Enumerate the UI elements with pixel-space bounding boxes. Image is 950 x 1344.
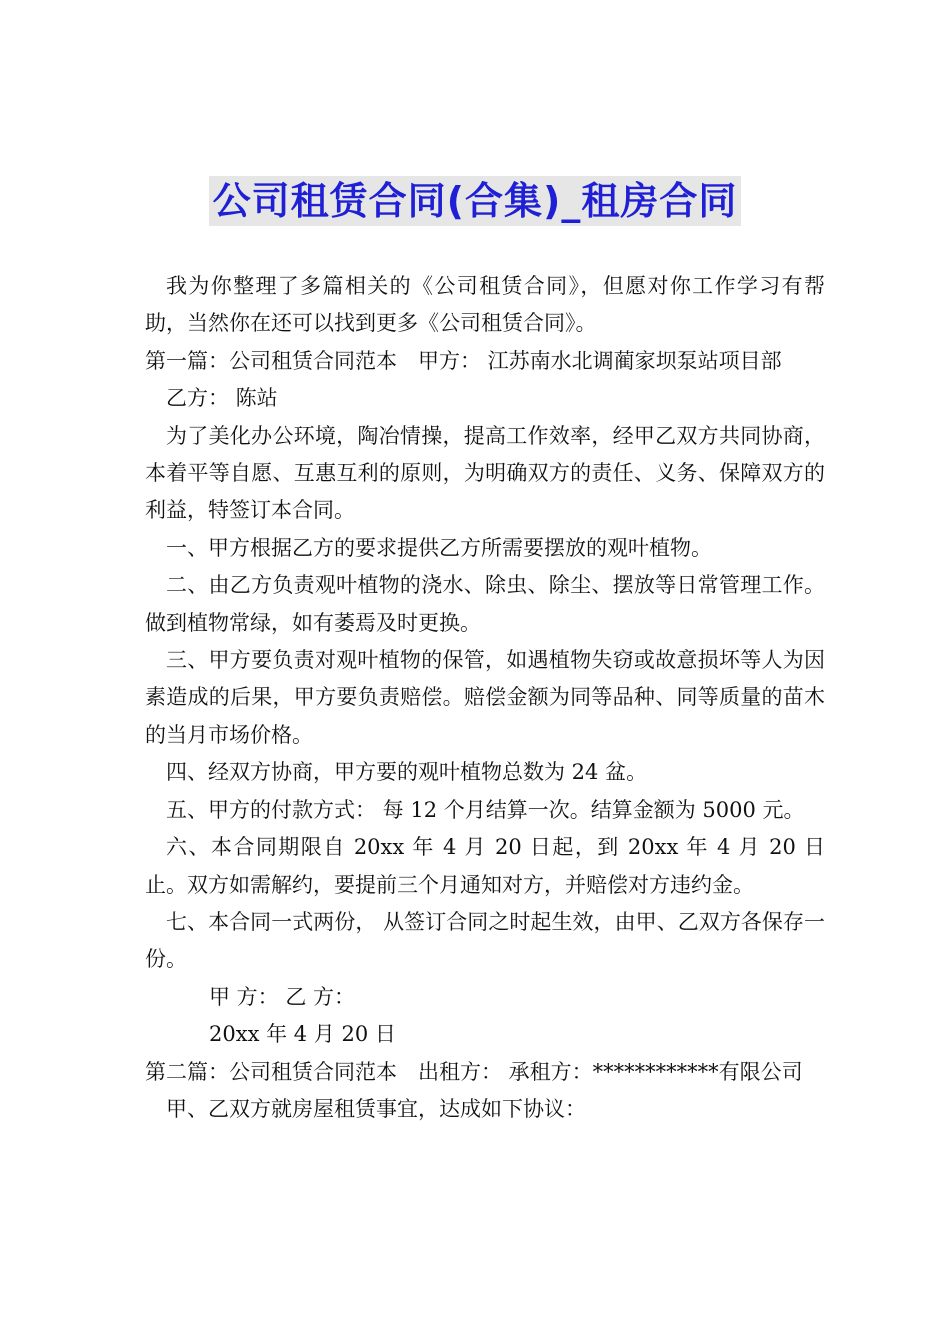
paragraph: 第二篇：公司租赁合同范本 出租方： 承租方：************有限公司 [145, 1059, 803, 1084]
paragraph: 五、甲方的付款方式： 每 12 个月结算一次。结算金额为 5000 元。 [166, 797, 805, 822]
paragraph: 乙方： 陈站 [166, 386, 278, 411]
paragraph: 六、本合同期限自 20xx 年 4 月 20 日起，到 20xx 年 4 月 20 日 止。双方如需解约，要提前三个月通知对方，并赔偿对方违约金。 [145, 835, 825, 897]
paragraph: 三、甲方要负责对观叶植物的保管，如遇植物失窃或故意损坏等人为因素造成的后果，甲方要负责赔偿。赔偿金额为同等品种、同等质量的苗木的当月市场价格。 [145, 648, 825, 747]
document-body [145, 268, 825, 1128]
paragraph: 第一篇：公司租赁合同范本 甲方： 江苏南水北调蔺家坝泵站项目部 [145, 348, 782, 373]
paragraph: 我为你整理了多篇相关的《公司租赁合同》，但愿对你工作学习有帮助，当然你在还可以找到更多《公司租赁合同》。 [145, 274, 825, 336]
paragraph: 二、由乙方负责观叶植物的浇水、除虫、除尘、摆放等日常管理工作。做到植物常绿，如有萎焉及时更换。 [145, 573, 825, 635]
paragraph: 七、本合同一式两份， 从签订合同之时起生效，由甲、乙双方各保存一份。 [145, 909, 825, 972]
paragraph: 甲、乙双方就房屋租赁事宜，达成如下协议： [166, 1096, 586, 1121]
paragraph: 甲 方： 乙 方： [209, 984, 356, 1009]
paragraph: 为了美化办公环境，陶冶情操，提高工作效率，经甲乙双方共同协商，本着平等自愿、互惠互利的原则，为明确双方的责任、义务、保障双方的利益，特签订本合同。 [145, 423, 825, 523]
document-title: 公司租赁合同(合集)_租房合同 [209, 176, 742, 226]
paragraph: 20xx 年 4 月 20 日 [209, 1022, 396, 1047]
paragraph: 四、经双方协商，甲方要的观叶植物总数为 24 盆。 [166, 760, 648, 785]
paragraph: 一、甲方根据乙方的要求提供乙方所需要摆放的观叶植物。 [166, 535, 712, 560]
title-container [0, 176, 950, 226]
